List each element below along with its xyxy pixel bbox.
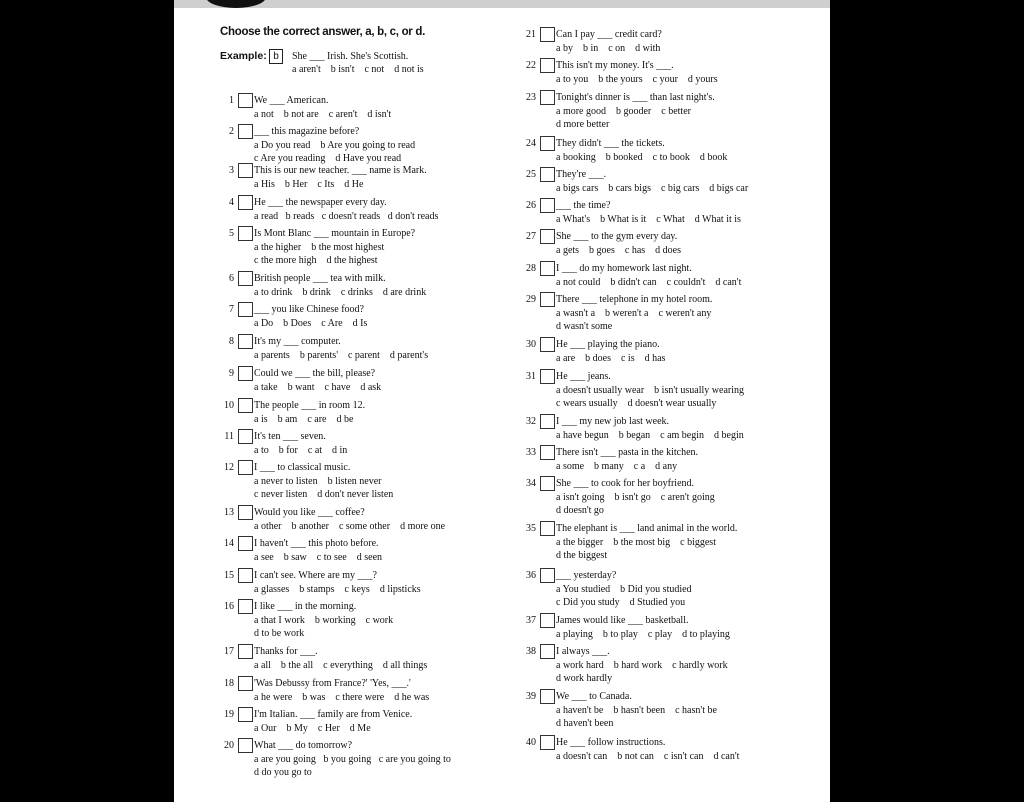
- question-options: a booking b booked c to book d book: [556, 151, 728, 163]
- question-options: a see b saw c to see d seen: [254, 551, 383, 563]
- example-options: a aren't b isn't c not d not is: [292, 64, 424, 75]
- question-number: 18: [224, 678, 234, 689]
- answer-checkbox[interactable]: [238, 271, 253, 286]
- question-number: 22: [526, 60, 536, 71]
- question-options: a all b the all c everything d all things: [254, 659, 428, 671]
- answer-checkbox[interactable]: [238, 366, 253, 381]
- question-10: [224, 399, 554, 426]
- question-19: [224, 708, 554, 735]
- question-number: 35: [526, 523, 536, 534]
- question-stem: I can't see. Where are my ___?: [254, 570, 377, 581]
- question-number: 15: [224, 570, 234, 581]
- question-33: [526, 446, 830, 473]
- question-options: a is b am c are d be: [254, 413, 354, 425]
- question-number: 5: [229, 228, 234, 239]
- question-stem: What ___ do tomorrow?: [254, 740, 353, 751]
- question-options: a not b not are c aren't d isn't: [254, 108, 392, 120]
- answer-checkbox[interactable]: [540, 27, 555, 42]
- answer-checkbox[interactable]: [540, 229, 555, 244]
- question-options: a haven't be b hasn't been c hasn't be: [556, 704, 717, 716]
- question-stem: Would you like ___ coffee?: [254, 507, 365, 518]
- question-30: [526, 338, 830, 365]
- question-options: a never to listen b listen never: [254, 475, 382, 487]
- question-number: 37: [526, 615, 536, 626]
- example-stem: She ___ Irish. She's Scottish.: [292, 51, 409, 62]
- question-stem: He ___ follow instructions.: [556, 737, 666, 748]
- question-number: 33: [526, 447, 536, 458]
- question-number: 36: [526, 570, 536, 581]
- question-16: [224, 600, 554, 641]
- question-stem: ___ the time?: [556, 200, 611, 211]
- question-options: a by b in c on d with: [556, 42, 661, 54]
- question-stem: Thanks for ___.: [254, 646, 318, 657]
- question-stem: I always ___.: [556, 646, 610, 657]
- answer-checkbox[interactable]: [238, 163, 253, 178]
- question-options: a doesn't can b not can c isn't can d can't: [556, 750, 740, 762]
- question-number: 3: [229, 165, 234, 176]
- question-stem: She ___ to the gym every day.: [556, 231, 678, 242]
- question-number: 11: [224, 431, 234, 442]
- question-options: c Did you study d Studied you: [556, 597, 686, 608]
- question-number: 28: [526, 263, 536, 274]
- answer-checkbox[interactable]: [238, 676, 253, 691]
- question-options: a are b does c is d has: [556, 352, 666, 364]
- question-options: a the bigger b the most big c biggest: [556, 536, 716, 548]
- question-options: a more good b gooder c better: [556, 105, 691, 117]
- answer-checkbox[interactable]: [540, 369, 555, 384]
- question-number: 30: [526, 339, 536, 350]
- answer-checkbox[interactable]: [238, 599, 253, 614]
- question-options: a to you b the yours c your d yours: [556, 73, 718, 85]
- question-number: 13: [224, 507, 234, 518]
- question-stem: ___ yesterday?: [556, 570, 617, 581]
- answer-checkbox[interactable]: [540, 735, 555, 750]
- question-number: 39: [526, 691, 536, 702]
- question-stem: James would like ___ basketball.: [556, 615, 689, 626]
- question-options: d doesn't go: [556, 505, 604, 516]
- question-27: [526, 230, 830, 257]
- question-12: [224, 461, 554, 502]
- question-options: c the more high d the highest: [254, 255, 378, 266]
- answer-checkbox[interactable]: [540, 58, 555, 73]
- worksheet-page: [174, 8, 830, 802]
- question-stem: The elephant is ___ land animal in the world.: [556, 523, 738, 534]
- answer-checkbox[interactable]: [238, 568, 253, 583]
- answer-checkbox[interactable]: [540, 445, 555, 460]
- question-number: 14: [224, 538, 234, 549]
- question-number: 32: [526, 416, 536, 427]
- question-stem: They didn't ___ the tickets.: [556, 138, 665, 149]
- question-stem: I like ___ in the morning.: [254, 601, 357, 612]
- question-options: a isn't going b isn't go c aren't going: [556, 491, 715, 503]
- question-options: a wasn't a b weren't a c weren't any: [556, 307, 712, 319]
- answer-checkbox[interactable]: [540, 521, 555, 536]
- question-stem: He ___ playing the piano.: [556, 339, 660, 350]
- question-stem: This isn't my money. It's ___.: [556, 60, 674, 71]
- question-31: [526, 370, 830, 411]
- question-stem: She ___ to cook for her boyfriend.: [556, 478, 695, 489]
- question-stem: Can I pay ___ credit card?: [556, 29, 662, 40]
- question-stem: I'm Italian. ___ family are from Venice.: [254, 709, 413, 720]
- answer-checkbox[interactable]: [540, 644, 555, 659]
- question-options: a are you going b you going c are you going to: [254, 753, 451, 765]
- question-24: [526, 137, 830, 164]
- question-5: [229, 227, 554, 268]
- top-gray-strip: [174, 0, 830, 8]
- question-options: d haven't been: [556, 718, 614, 729]
- question-stem: It's my ___ computer.: [254, 336, 341, 347]
- question-number: 2: [229, 126, 234, 137]
- question-number: 25: [526, 169, 536, 180]
- question-options: d to be work: [254, 628, 305, 639]
- question-25: [526, 168, 830, 195]
- question-stem: This is our new teacher. ___ name is Mark.: [254, 165, 427, 176]
- answer-checkbox[interactable]: [238, 334, 253, 349]
- question-number: 21: [526, 29, 536, 40]
- question-37: [526, 614, 830, 641]
- question-stem: Could we ___ the bill, please?: [254, 368, 376, 379]
- question-number: 20: [224, 740, 234, 751]
- question-14: [224, 537, 554, 564]
- question-1: [229, 94, 554, 121]
- answer-checkbox[interactable]: [540, 261, 555, 276]
- question-stem: British people ___ tea with milk.: [254, 273, 386, 284]
- answer-checkbox[interactable]: [540, 414, 555, 429]
- question-28: [526, 262, 830, 289]
- question-options: c Are you reading d Have you read: [254, 153, 402, 164]
- question-options: a doesn't usually wear b isn't usually wearing: [556, 384, 745, 396]
- question-stem: I ___ do my homework last night.: [556, 263, 692, 274]
- question-stem: We ___ to Canada.: [556, 691, 632, 702]
- question-number: 8: [229, 336, 234, 347]
- question-options: a he were b was c there were d he was: [254, 691, 430, 703]
- question-options: a What's b What is it c What d What it is: [556, 213, 741, 225]
- question-number: 24: [526, 138, 536, 149]
- question-number: 10: [224, 400, 234, 411]
- question-number: 19: [224, 709, 234, 720]
- answer-checkbox[interactable]: [540, 198, 555, 213]
- question-38: [526, 645, 830, 686]
- question-22: [526, 59, 830, 86]
- example-answer-box: b: [269, 49, 283, 64]
- question-36: [526, 569, 830, 610]
- answer-checkbox[interactable]: [540, 292, 555, 307]
- question-9: [229, 367, 554, 394]
- question-options: a His b Her c Its d He: [254, 178, 364, 190]
- question-7: [229, 303, 554, 330]
- question-number: 23: [526, 92, 536, 103]
- question-options: a other b another c some other d more one: [254, 520, 446, 532]
- answer-checkbox[interactable]: [238, 124, 253, 139]
- question-stem: ___ you like Chinese food?: [254, 304, 364, 315]
- question-stem: Tonight's dinner is ___ than last night's.: [556, 92, 715, 103]
- question-options: d the biggest: [556, 550, 608, 561]
- answer-checkbox[interactable]: [238, 738, 253, 753]
- question-35: [526, 522, 830, 563]
- answer-checkbox[interactable]: [238, 460, 253, 475]
- question-39: [526, 690, 830, 731]
- question-options: a to b for c at d in: [254, 444, 348, 456]
- answer-checkbox[interactable]: [540, 337, 555, 352]
- answer-checkbox[interactable]: [540, 476, 555, 491]
- question-options: a that I work b working c work: [254, 614, 394, 626]
- answer-checkbox[interactable]: [238, 195, 253, 210]
- question-6: [229, 272, 554, 299]
- question-options: a take b want c have d ask: [254, 381, 382, 393]
- question-number: 12: [224, 462, 234, 473]
- question-11: [224, 430, 554, 457]
- answer-checkbox[interactable]: [238, 536, 253, 551]
- question-3: [229, 164, 554, 191]
- answer-checkbox[interactable]: [540, 167, 555, 182]
- question-number: 7: [229, 304, 234, 315]
- question-stem: I haven't ___ this photo before.: [254, 538, 379, 549]
- question-29: [526, 293, 830, 334]
- question-stem: I ___ to classical music.: [254, 462, 351, 473]
- question-4: [229, 196, 554, 223]
- answer-checkbox[interactable]: [540, 568, 555, 583]
- question-stem: There ___ telephone in my hotel room.: [556, 294, 713, 305]
- answer-checkbox[interactable]: [540, 689, 555, 704]
- question-options: a parents b parents' c parent d parent's: [254, 349, 429, 361]
- question-options: d wasn't some: [556, 321, 613, 332]
- question-stem: There isn't ___ pasta in the kitchen.: [556, 447, 699, 458]
- question-options: a to drink b drink c drinks d are drink: [254, 286, 427, 298]
- question-13: [224, 506, 554, 533]
- question-number: 40: [526, 737, 536, 748]
- question-number: 29: [526, 294, 536, 305]
- question-options: a bigs cars b cars bigs c big cars d bigs car: [556, 182, 749, 194]
- question-options: a read b reads c doesn't reads d don't reads: [254, 210, 439, 222]
- question-number: 4: [229, 197, 234, 208]
- question-options: a work hard b hard work c hardly work: [556, 659, 728, 671]
- question-2: [229, 125, 554, 166]
- question-32: [526, 415, 830, 442]
- question-15: [224, 569, 554, 596]
- question-26: [526, 199, 830, 226]
- question-stem: He ___ the newspaper every day.: [254, 197, 387, 208]
- answer-checkbox[interactable]: [238, 93, 253, 108]
- question-number: 17: [224, 646, 234, 657]
- question-stem: He ___ jeans.: [556, 371, 611, 382]
- worksheet-heading: Choose the correct answer, a, b, c, or d.: [220, 26, 425, 38]
- answer-checkbox[interactable]: [238, 429, 253, 444]
- question-options: d more better: [556, 119, 610, 130]
- question-options: a not could b didn't can c couldn't d can't: [556, 276, 742, 288]
- question-23: [526, 91, 830, 132]
- question-options: c wears usually d doesn't wear usually: [556, 398, 717, 409]
- question-options: a Do you read b Are you going to read: [254, 139, 416, 151]
- question-8: [229, 335, 554, 362]
- question-options: a some b many c a d any: [556, 460, 678, 472]
- answer-checkbox[interactable]: [238, 226, 253, 241]
- question-number: 26: [526, 200, 536, 211]
- question-17: [224, 645, 554, 672]
- question-options: a glasses b stamps c keys d lipsticks: [254, 583, 421, 595]
- example-label: Example:: [220, 50, 267, 62]
- question-stem: Is Mont Blanc ___ mountain in Europe?: [254, 228, 416, 239]
- question-stem: 'Was Debussy from France?' 'Yes, ___.': [254, 678, 411, 689]
- question-number: 16: [224, 601, 234, 612]
- question-options: a You studied b Did you studied: [556, 583, 692, 595]
- question-number: 34: [526, 478, 536, 489]
- question-34: [526, 477, 830, 518]
- question-options: a Do b Does c Are d Is: [254, 317, 368, 329]
- answer-checkbox[interactable]: [540, 136, 555, 151]
- question-stem: The people ___ in room 12.: [254, 400, 366, 411]
- question-number: 27: [526, 231, 536, 242]
- question-number: 6: [229, 273, 234, 284]
- question-number: 38: [526, 646, 536, 657]
- question-40: [526, 736, 830, 763]
- question-number: 1: [229, 95, 234, 106]
- question-options: a have begun b began c am begin d begin: [556, 429, 744, 441]
- question-options: d work hardly: [556, 673, 613, 684]
- question-options: a playing b to play c play d to playing: [556, 628, 730, 640]
- question-options: a the higher b the most highest: [254, 241, 385, 253]
- question-stem: I ___ my new job last week.: [556, 416, 670, 427]
- answer-checkbox[interactable]: [238, 302, 253, 317]
- question-stem: We ___ American.: [254, 95, 329, 106]
- answer-checkbox[interactable]: [238, 707, 253, 722]
- question-options: a Our b My c Her d Me: [254, 722, 371, 734]
- question-number: 9: [229, 368, 234, 379]
- answer-checkbox[interactable]: [238, 644, 253, 659]
- question-options: d do you go to: [254, 767, 312, 778]
- question-20: [224, 739, 554, 780]
- question-stem: They're ___.: [556, 169, 607, 180]
- question-number: 31: [526, 371, 536, 382]
- answer-checkbox[interactable]: [540, 90, 555, 105]
- question-options: a gets b goes c has d does: [556, 244, 681, 256]
- question-21: [526, 28, 830, 55]
- question-stem: ___ this magazine before?: [254, 126, 360, 137]
- answer-checkbox[interactable]: [238, 398, 253, 413]
- answer-checkbox[interactable]: [540, 613, 555, 628]
- question-options: c never listen d don't never listen: [254, 489, 394, 500]
- question-stem: It's ten ___ seven.: [254, 431, 326, 442]
- answer-checkbox[interactable]: [238, 505, 253, 520]
- question-18: [224, 677, 554, 704]
